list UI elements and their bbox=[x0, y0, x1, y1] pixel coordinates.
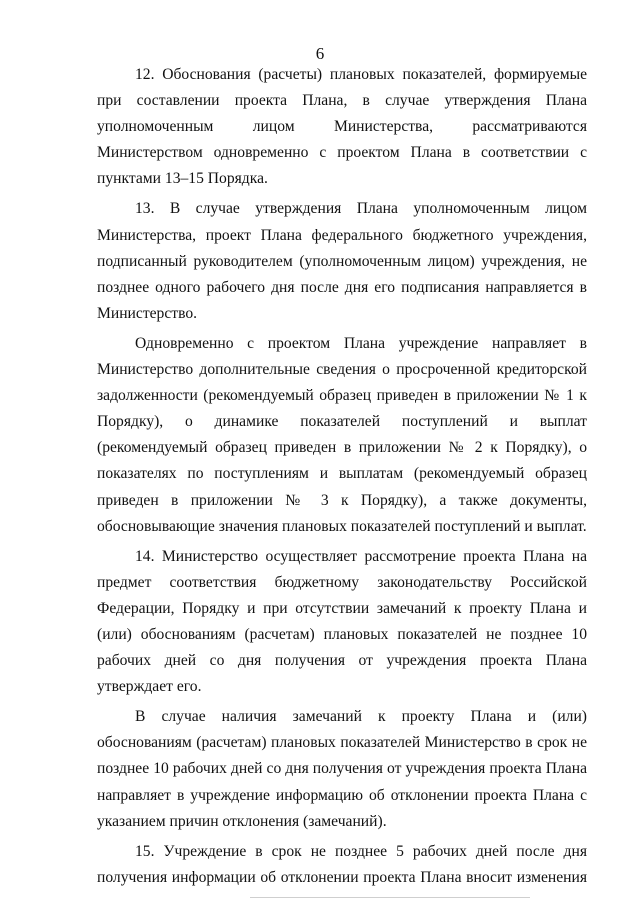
document-body bbox=[97, 62, 587, 895]
paragraph-13-additional-documents: Одновременно с проектом Плана учреждение направляет в Министерство дополнительные сведения о просроченной кредиторской задолженности (рекомендуемый образец приведен в приложении № 1 к Порядку), о динамике показателей поступлений и выплат (рекомендуемый образец приведен в приложении № 2 к Порядку), о показателях по поступлениям и выплатам (рекомендуемый образец приведен в приложении № 3 к Порядку), а также документы, обосновывающие значения плановых показателей поступлений и выплат. bbox=[97, 334, 587, 535]
paragraph-12: 12. Обоснования (расчеты) плановых показателей, формируемые при составлении проекта Плана, в случае утверждения Плана уполномоченным лицом Министерства, рассматриваются Министерством одновременно с проектом Плана в соответствии с пунктами 13–15 Порядка. bbox=[97, 66, 587, 188]
scan-edge-line bbox=[250, 897, 530, 898]
page-number: 6 bbox=[315, 44, 325, 63]
paragraph-14-remarks: В случае наличия замечаний к проекту Плана и (или) обоснованиям (расчетам) плановых показателей Министерство в срок не позднее 10 рабочих дней со дня получения от учреждения проекта Плана направляет в учреждение информацию об отклонении проекта Плана с указанием причин отклонения (замечаний). bbox=[97, 708, 587, 830]
paragraph-15: 15. Учреждение в срок не позднее 5 рабочих дней после дня получения информации об отклонении проекта Плана вносит изменения bbox=[97, 842, 587, 886]
paragraph-14: 14. Министерство осуществляет рассмотрение проекта Плана на предмет соответствия бюджетному законодательству Российской Федерации, Порядку и при отсутствии замечаний к проекту Плана и (или) обоснованиям (расчетам) плановых показателей не позднее 10 рабочих дней со дня получения от учреждения проекта Плана утверждает его. bbox=[97, 547, 587, 696]
paragraph-13: 13. В случае утверждения Плана уполномоченным лицом Министерства, проект Плана федерального бюджетного учреждения, подписанный руководителем (уполномоченным лицом) учреждения, не позднее одного рабочего дня после дня его подписания направляется в Министерство. bbox=[97, 200, 587, 322]
